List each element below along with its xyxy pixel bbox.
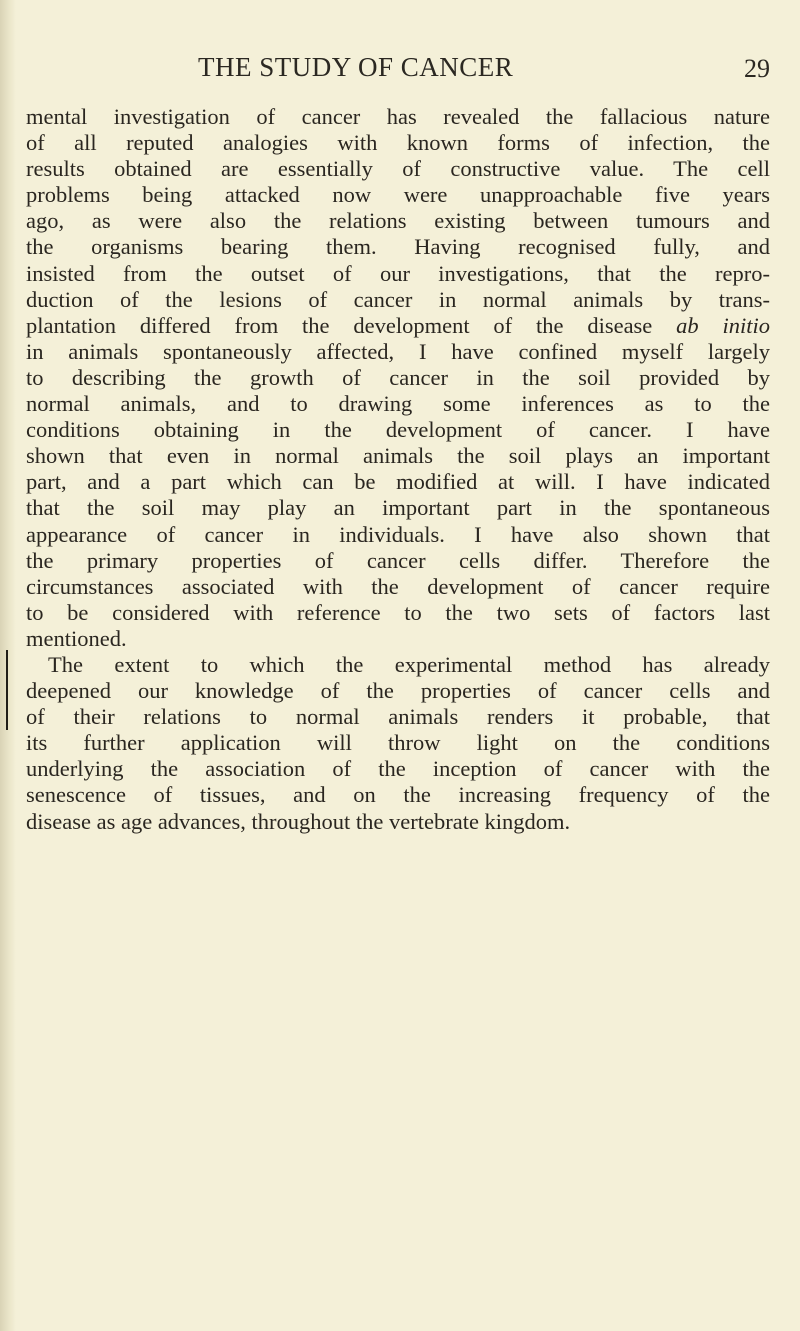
running-title: THE STUDY OF CANCER — [198, 52, 514, 82]
text-line: the organisms bearing them. Having recognised fully, and — [26, 234, 770, 260]
page-number: 29 — [744, 54, 770, 83]
text-line: results obtained are essentially of constructive value. The cell — [26, 156, 770, 182]
text-line: disease as age advances, throughout the vertebrate kingdom. — [26, 808, 571, 834]
text-line: of all reputed analogies with known forms of infection, the — [26, 130, 770, 156]
text-line: to be considered with reference to the two sets of factors last — [26, 599, 770, 625]
text-line: that the soil may play an important part in the spontaneous — [26, 495, 770, 521]
text-line-part: plantation differed from the development of the disease — [26, 312, 677, 338]
page-binding-edge — [0, 0, 16, 1331]
text-line: The extent to which the experimental method has already — [48, 651, 770, 677]
text-line: underlying the association of the inception of cancer with the — [26, 756, 770, 782]
text-line: circumstances associated with the development of cancer require — [26, 573, 770, 599]
italic-phrase: ab initio — [676, 312, 770, 338]
text-line: the primary properties of cancer cells differ. Therefore the — [26, 547, 770, 573]
text-line: ago, as were also the relations existing between tumours and — [26, 208, 770, 234]
text-line: duction of the lesions of cancer in normal animals by trans- — [26, 286, 770, 312]
text-line: part, and a part which can be modified at will. I have indicated — [26, 469, 770, 495]
text-line: its further application will throw light on the conditions — [26, 730, 770, 756]
text-line: problems being attacked now were unapproachable five years — [26, 182, 770, 208]
margin-mark — [6, 650, 8, 730]
text-line: shown that even in normal animals the soil plays an important — [26, 443, 770, 469]
paragraph-2 — [26, 652, 770, 835]
text-line: appearance of cancer in individuals. I have also shown that — [26, 521, 770, 547]
text-line: senescence of tissues, and on the increasing frequency of the — [26, 782, 770, 808]
text-line: mentioned. — [26, 625, 127, 651]
text-line-with-italic — [26, 313, 770, 339]
text-line: to describing the growth of cancer in the soil provided by — [26, 364, 770, 390]
paragraph-1 — [26, 104, 770, 652]
text-line: insisted from the outset of our investigations, that the repro- — [26, 260, 770, 286]
text-line: of their relations to normal animals renders it probable, that — [26, 704, 770, 730]
text-line: deepened our knowledge of the properties of cancer cells and — [26, 678, 770, 704]
text-line: mental investigation of cancer has revealed the fallacious nature — [26, 104, 770, 129]
text-line: normal animals, and to drawing some inferences as to the — [26, 391, 770, 417]
text-line: conditions obtaining in the development of cancer. I have — [26, 417, 770, 443]
body-text — [26, 104, 770, 835]
text-line: in animals spontaneously affected, I have confined myself largely — [26, 338, 770, 364]
